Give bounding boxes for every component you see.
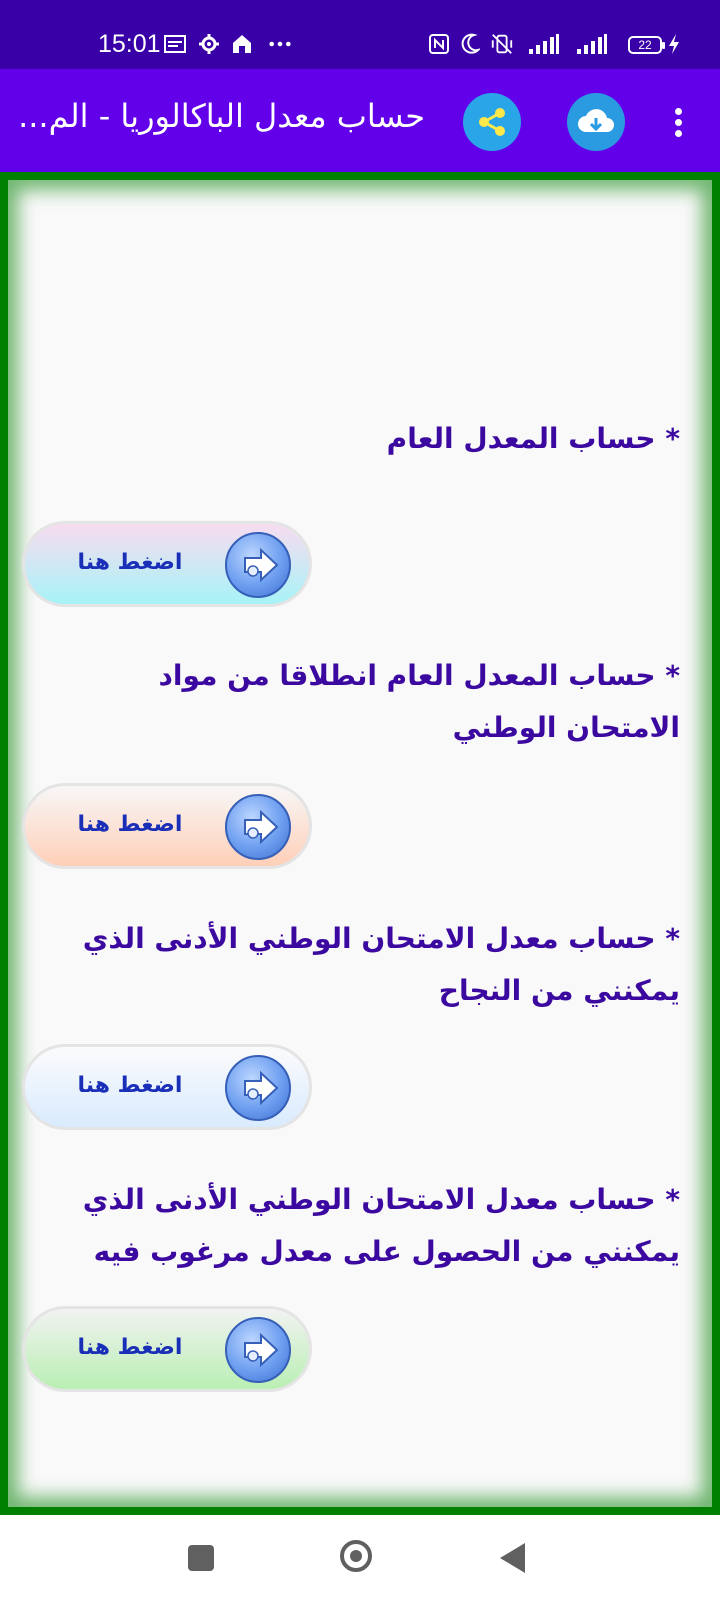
section-3-heading: * حساب معدل الامتحان الوطني الأدنى الذي يمكنني من النجاح	[82, 922, 680, 1007]
moon-icon	[458, 32, 482, 56]
pointing-hand-arrow-icon	[225, 1055, 291, 1121]
status-time: 15:01	[98, 30, 161, 58]
app-bar	[0, 69, 720, 172]
section-2-button-label: اضغط هنا	[77, 812, 183, 837]
gear-icon	[197, 32, 221, 56]
pointing-hand-arrow-icon	[225, 794, 291, 860]
home-icon	[230, 32, 254, 56]
section-1-button-label: اضغط هنا	[77, 550, 183, 575]
cloud-download-button[interactable]	[567, 93, 625, 151]
share-button[interactable]	[463, 93, 521, 151]
share-icon	[474, 104, 510, 140]
pointing-hand-arrow-icon	[225, 1317, 291, 1383]
section-1-button[interactable]	[22, 521, 312, 607]
cloud-download-icon	[576, 106, 616, 138]
section-2-heading: * حساب المعدل العام انطلاقا من مواد الامتحان الوطني	[158, 659, 680, 744]
nfc-icon	[427, 32, 451, 56]
signal-icon	[575, 32, 609, 56]
section-3-button-label: اضغط هنا	[77, 1073, 183, 1098]
charging-icon	[666, 32, 682, 56]
home-icon[interactable]	[340, 1540, 372, 1572]
section-1-heading: * حساب المعدل العام	[386, 422, 680, 455]
section-3-button[interactable]	[22, 1044, 312, 1130]
content-area	[8, 180, 712, 1507]
vibrate-off-icon	[490, 32, 514, 56]
calendar-icon	[163, 32, 187, 56]
battery-icon: 22	[628, 36, 662, 54]
more-icon	[268, 32, 292, 56]
section-4-heading: * حساب معدل الامتحان الوطني الأدنى الذي يمكنني من الحصول على معدل مرغوب فيه	[82, 1183, 680, 1268]
signal-icon	[527, 32, 561, 56]
status-bar	[0, 0, 720, 69]
back-icon[interactable]	[500, 1543, 525, 1573]
content-frame	[0, 172, 720, 1515]
section-4-button-label: اضغط هنا	[77, 1335, 183, 1360]
more-vert-icon[interactable]	[668, 105, 688, 145]
section-4-button[interactable]	[22, 1306, 312, 1392]
recents-icon[interactable]	[188, 1545, 214, 1571]
navigation-bar	[0, 1515, 720, 1600]
section-2-button[interactable]	[22, 783, 312, 869]
pointing-hand-arrow-icon	[225, 532, 291, 598]
app-title: حساب معدل الباكالوريا - الم...	[18, 97, 425, 135]
